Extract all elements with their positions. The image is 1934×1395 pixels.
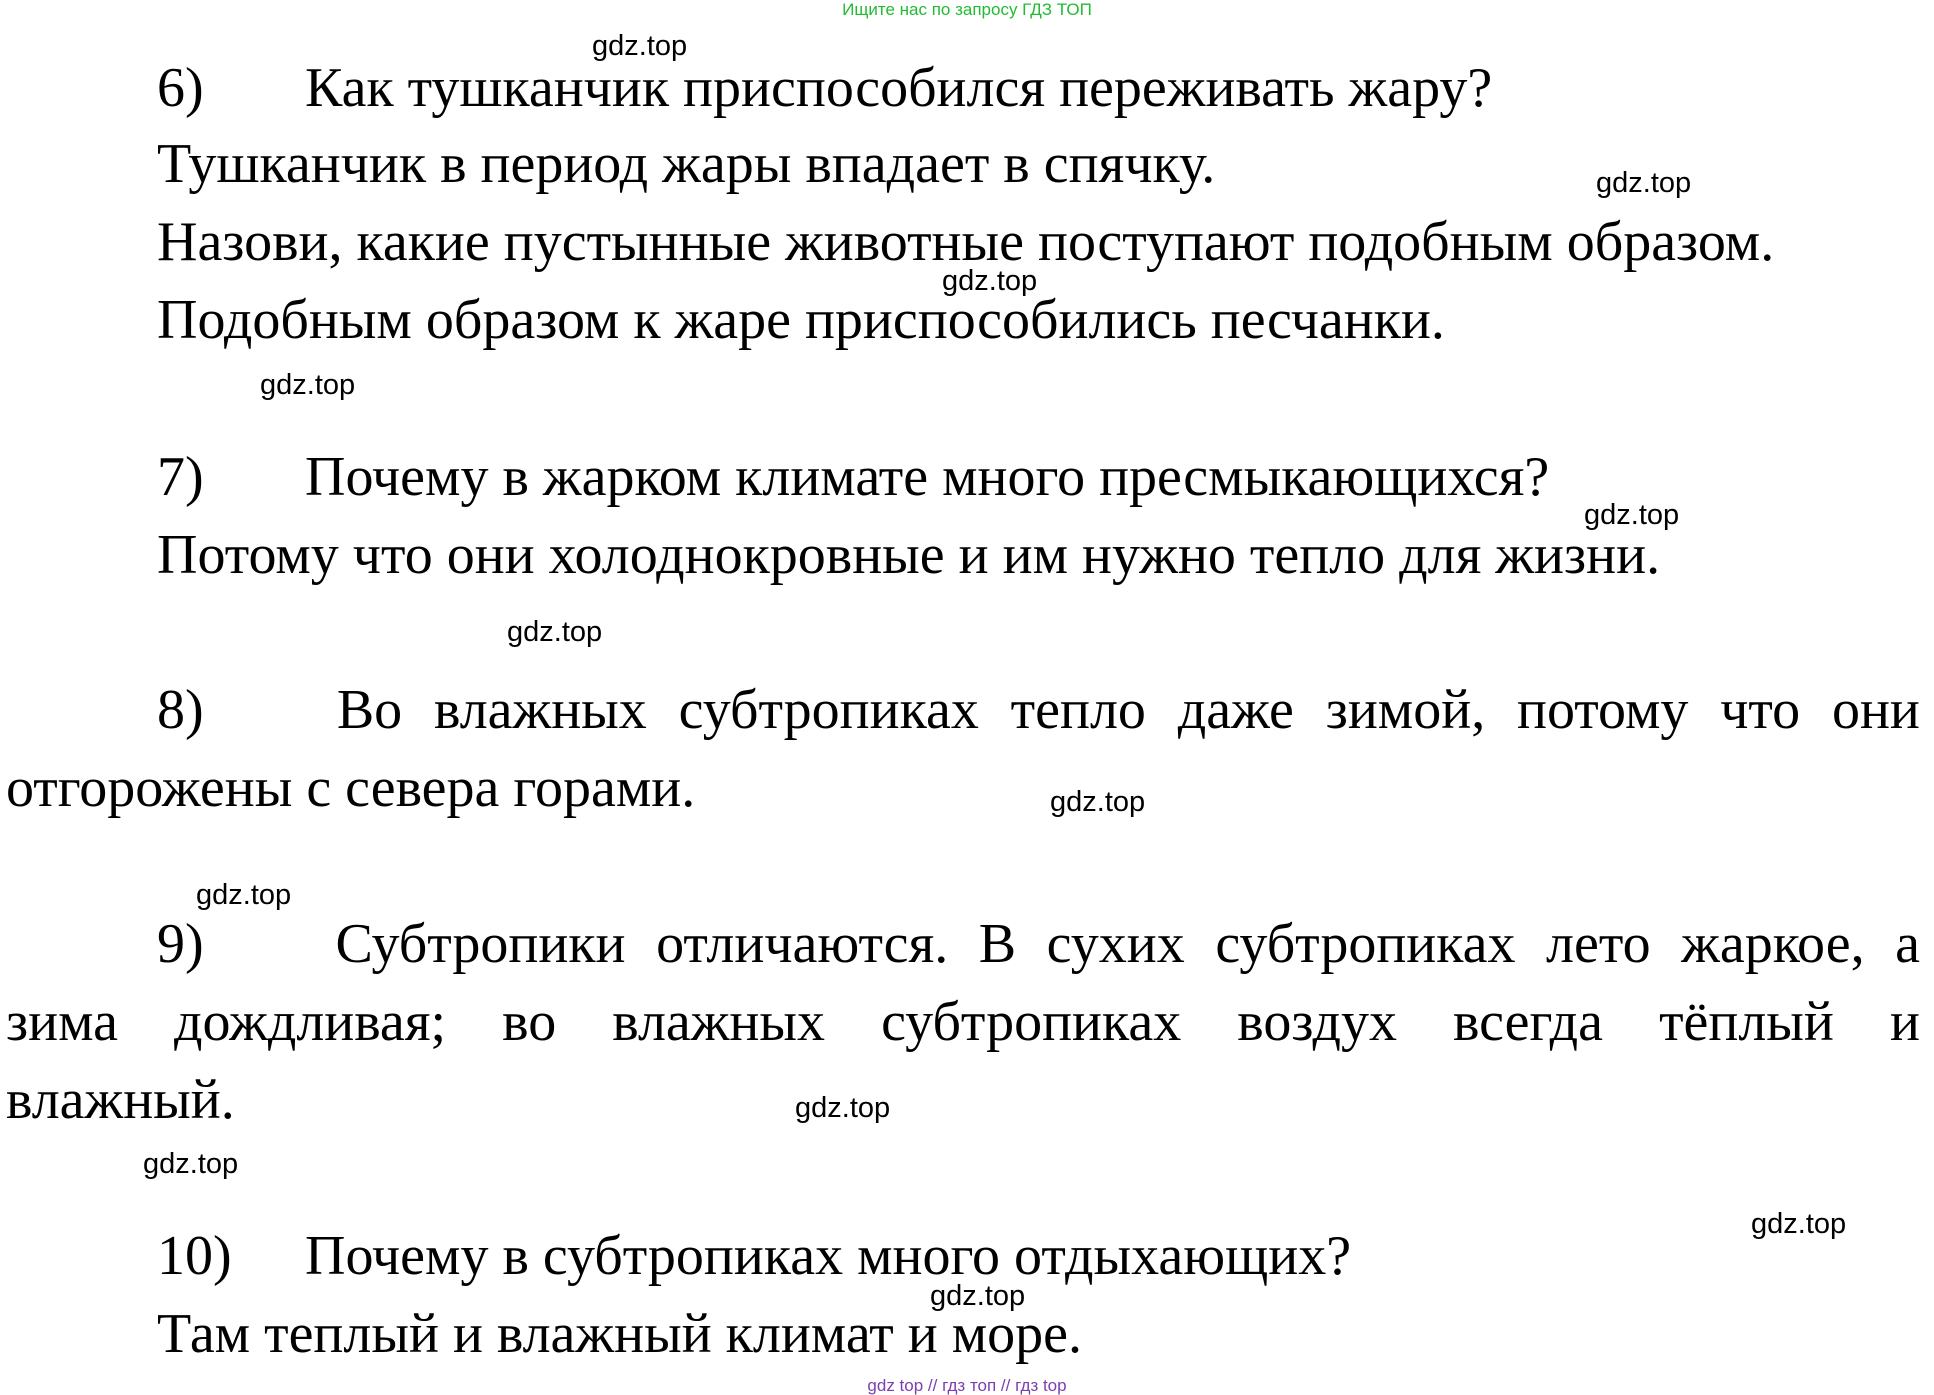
q9-word: дождливая;: [174, 991, 447, 1053]
watermark: gdz.top: [930, 1280, 1026, 1312]
q9-line2: [6, 990, 1920, 1054]
q7-number: 7): [157, 446, 204, 508]
q6-question2: Назови, какие пустынные животные поступают подобным образом.: [157, 211, 1775, 273]
top-banner: Ищите нас по запросу ГДЗ ТОП: [842, 0, 1092, 19]
q6-question: [157, 56, 1492, 120]
q8-word: зимой,: [1325, 679, 1486, 741]
q8-word: что: [1720, 679, 1801, 741]
q9-word: субтропиках: [1215, 913, 1516, 975]
q8-word: субтропиках: [678, 679, 979, 741]
watermark: gdz.top: [1584, 499, 1680, 531]
q10-answer: Там теплый и влажный климат и море.: [157, 1303, 1082, 1365]
watermark: gdz.top: [260, 369, 356, 401]
q9-word: лето: [1546, 913, 1651, 975]
q9-word: сухих: [1046, 913, 1185, 975]
q9-word: отличаются.: [656, 913, 949, 975]
watermark: gdz.top: [1596, 167, 1692, 199]
q9-word: во: [502, 991, 557, 1053]
q8-number: 8): [157, 679, 204, 741]
q6-question-text: Как тушканчик приспособился переживать жару?: [305, 57, 1493, 119]
watermark: gdz.top: [1751, 1208, 1847, 1240]
q9-word: Субтропики: [335, 913, 626, 975]
watermark: gdz.top: [507, 616, 603, 648]
q8-line1: [157, 678, 1920, 742]
watermark: gdz.top: [795, 1092, 891, 1124]
q9-line1: [157, 912, 1920, 976]
q8-word: они: [1831, 679, 1920, 741]
q9-word: жаркое,: [1681, 913, 1865, 975]
footer-watermark: gdz top // гдз топ // гдз top: [867, 1376, 1067, 1395]
q9-word: В: [978, 913, 1017, 975]
q9-number: 9): [157, 913, 204, 975]
q9-word: субтропиках: [881, 991, 1182, 1053]
q9-word: тёплый: [1659, 991, 1834, 1053]
q9-word: а: [1895, 913, 1920, 975]
q8-line2: отгорожены с севера горами.: [6, 757, 696, 819]
q6-number: 6): [157, 57, 204, 119]
q8-word: Во: [336, 679, 403, 741]
q8-word: даже: [1177, 679, 1294, 741]
q9-word: влажных: [612, 991, 826, 1053]
q7-answer: Потому что они холоднокровные и им нужно тепло для жизни.: [157, 524, 1661, 586]
q6-answer: Тушканчик в период жары впадает в спячку.: [157, 133, 1216, 195]
watermark: gdz.top: [592, 30, 688, 62]
q9-line3: влажный.: [6, 1069, 235, 1131]
q8-word: влажных: [434, 679, 647, 741]
watermark: gdz.top: [1050, 786, 1146, 818]
q6-answer2: Подобным образом к жаре приспособились песчанки.: [157, 289, 1445, 351]
q8-word: тепло: [1010, 679, 1146, 741]
q9-word: зима: [6, 991, 118, 1053]
q10-question: [157, 1224, 1351, 1288]
q9-word: всегда: [1452, 991, 1604, 1053]
q8-word: потому: [1517, 679, 1689, 741]
q10-number: 10): [157, 1225, 232, 1287]
q9-word: и: [1889, 991, 1920, 1053]
q7-question: [157, 445, 1549, 509]
watermark: gdz.top: [942, 265, 1038, 297]
q9-word: воздух: [1237, 991, 1397, 1053]
q10-question-text: Почему в субтропиках много отдыхающих?: [305, 1225, 1352, 1287]
watermark: gdz.top: [196, 879, 292, 911]
q7-question-text: Почему в жарком климате много пресмыкающихся?: [305, 446, 1550, 508]
watermark: gdz.top: [143, 1148, 239, 1180]
